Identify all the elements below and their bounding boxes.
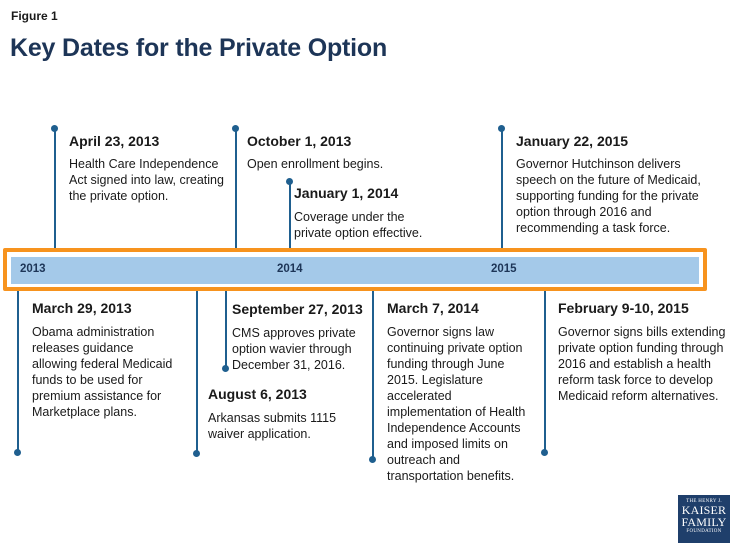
- event-description: Health Care Independence Act signed into law, creating the private option.: [69, 157, 224, 203]
- event-date: October 1, 2013: [247, 133, 352, 149]
- event-date: January 22, 2015: [516, 133, 629, 149]
- event-connector-line: [225, 291, 227, 367]
- event-marker-dot: [369, 456, 376, 463]
- event-date: April 23, 2013: [69, 133, 160, 149]
- event-description: Governor signs law continuing private option funding through June 2015. Legislature accelerated implementation of Health Independence Accounts and imposed limits on outreach and transportation benefits.: [387, 325, 526, 483]
- event-description: Coverage under the private option effective.: [294, 210, 423, 240]
- event-connector-line: [289, 181, 291, 248]
- event-description: Governor signs bills extending private option funding through 2016 and establish a health reform task force to develop Medicaid reform alternatives.: [558, 325, 726, 403]
- year-label-2014: 2014: [277, 263, 303, 275]
- event-marker-dot: [14, 449, 21, 456]
- event-description: CMS approves private option wavier through December 31, 2016.: [232, 326, 356, 372]
- kaiser-family-foundation-logo: [678, 495, 730, 543]
- logo-line: KAISER: [681, 503, 727, 517]
- logo-line: FAMILY: [681, 515, 727, 529]
- event-marker-dot: [541, 449, 548, 456]
- event-date: September 27, 2013: [232, 301, 363, 317]
- event-connector-line: [501, 128, 503, 248]
- event-connector-line: [196, 291, 198, 452]
- event-connector-line: [54, 128, 56, 248]
- event-description: Obama administration releases guidance allowing federal Medicaid funds to be used for premium assistance for Marketplace plans.: [32, 325, 173, 419]
- year-label-2013: 2013: [20, 263, 46, 275]
- event-date: March 7, 2014: [387, 300, 479, 316]
- timeline-bar: [11, 257, 699, 284]
- event-marker-dot: [222, 365, 229, 372]
- logo-line: THE HENRY J.: [686, 499, 722, 504]
- event-connector-line: [17, 291, 19, 451]
- event-description: Governor Hutchinson delivers speech on the future of Medicaid, supporting funding for the private option through 2016 and recommending a task force.: [516, 157, 701, 235]
- figure-label: Figure 1: [11, 9, 58, 23]
- event-connector-line: [544, 291, 546, 451]
- event-date: February 9-10, 2015: [558, 300, 689, 316]
- event-connector-line: [372, 291, 374, 458]
- event-description: Arkansas submits 1115 waiver application.: [208, 411, 337, 441]
- event-date: August 6, 2013: [208, 386, 307, 402]
- page-title: Key Dates for the Private Option: [10, 34, 388, 62]
- year-label-2015: 2015: [491, 263, 517, 275]
- logo-line: FOUNDATION: [686, 529, 722, 534]
- event-date: March 29, 2013: [32, 300, 132, 316]
- event-description: Open enrollment begins.: [247, 157, 384, 171]
- event-connector-line: [235, 128, 237, 248]
- event-date: January 1, 2014: [294, 185, 399, 201]
- event-marker-dot: [193, 450, 200, 457]
